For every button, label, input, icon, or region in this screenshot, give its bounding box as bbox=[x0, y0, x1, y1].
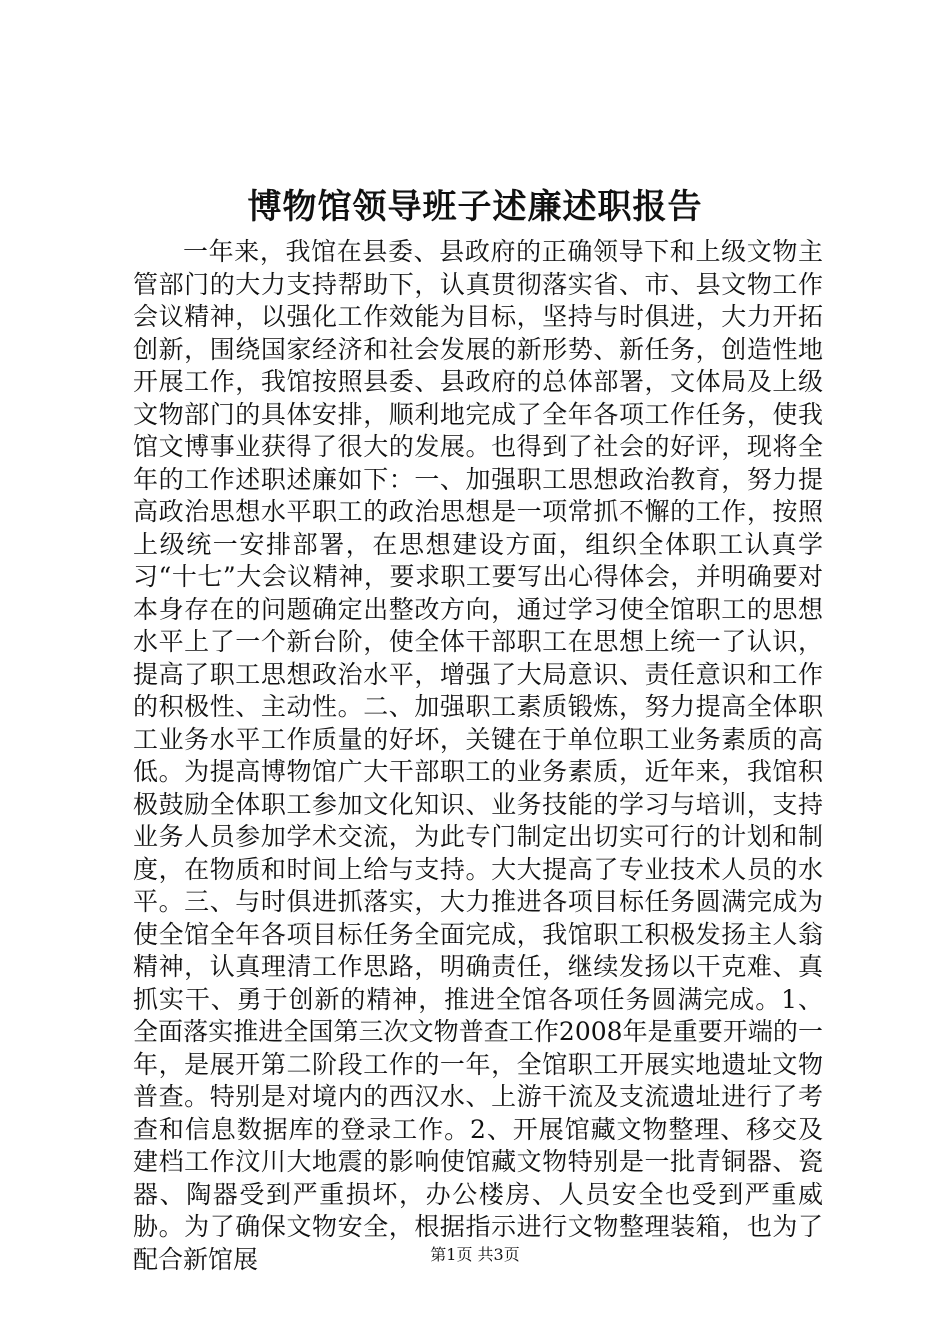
page-footer: 第1页 共3页 bbox=[430, 1245, 520, 1264]
document-body: 一年来，我馆在县委、县政府的正确领导下和上级文物主管部门的大力支持帮助下，认真贯彻落实省、市、县文物工作会议精神，以强化工作效能为目标，坚持与时俱进，大力开拓创新，围绕国家经济和社会发展的新形势、新任务，创造性地开展工作，我馆按照县委、县政府的总体部署，文体局及上级文物部门的具体安排，顺利地完成了全年各项工作任务，使我馆文博事业获得了很大的发展。也得到了社会的好评，现将全年的工作述职述廉如下：一、加强职工思想政治教育，努力提高政治思想水平职工的政治思想是一项常抓不懈的工作，按照上级统一安排部署，在思想建设方面，组织全体职工认真学习“十七”大会议精神，要求职工要写出心得体会，并明确要对本身存在的问题确定出整改方向，通过学习使全馆职工的思想水平上了一个新台阶，使全体干部职工在思想上统一了认识，提高了职工思想政治水平，增强了大局意识、责任意识和工作的积极性、主动性。二、加强职工素质锻炼，努力提高全体职工业务水平工作质量的好坏，关键在于单位职工业务素质的高低。为提高博物馆广大干部职工的业务素质，近年来，我馆积极鼓励全体职工参加文化知识、业务技能的学习与培训，支持业务人员参加学术交流，为此专门制定出切实可行的计划和制度，在物质和时间上给与支持。大大提高了专业技术人员的水平。三、与时俱进抓落实，大力推进各项目标任务圆满完成为使全馆全年各项目标任务全面完成，我馆职工积极发扬主人翁精神，认真理清工作思路，明确责任，继续发扬以干克难、真抓实干、勇于创新的精神，推进全馆各项任务圆满完成。1、全面落实推进全国第三次文物普查工作2008年是重要开端的一年，是展开第二阶段工作的一年，全馆职工开展实地遗址文物普查。特别是对境内的西汉水、上游干流及支流遗址进行了考查和信息数据库的登录工作。2、开展馆藏文物整理、移交及建档工作汶川大地震的影响使馆藏文物特别是一批青铜器、瓷器、陶器受到严重损坏，办公楼房、人员安全也受到严重威胁。为了确保文物安全，根据指示进行文物整理装箱，也为了配合新馆展 bbox=[133, 237, 823, 1274]
document-title: 博物馆领导班子述廉述职报告 bbox=[247, 187, 703, 227]
